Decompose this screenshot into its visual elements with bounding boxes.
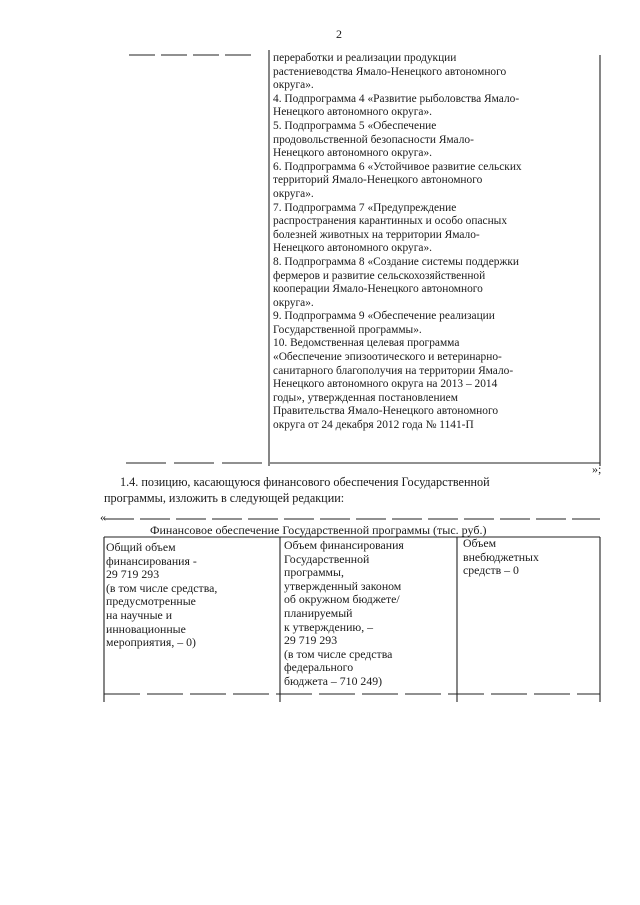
- list-line: 5. Подпрограмма 5 «Обеспечение: [273, 119, 437, 132]
- list-line: округа».: [273, 187, 314, 200]
- cell-line: Объем финансирования: [284, 538, 404, 552]
- list-line: болезней животных на территории Ямало-: [273, 228, 480, 241]
- total-funding-cell: [106, 541, 217, 650]
- cell-line: предусмотренные: [106, 594, 196, 609]
- list-line: годы», утвержденная постановлением: [273, 391, 458, 404]
- cell-line: 29 719 293: [106, 567, 160, 582]
- list-line: Правительства Ямало-Ненецкого автономного: [273, 405, 499, 418]
- cell-line: 29 719 293: [284, 633, 338, 648]
- extrabudgetary-funding-cell: [463, 537, 539, 578]
- list-line: распространения карантинных и особо опасных: [273, 215, 508, 228]
- list-line: 9. Подпрограмма 9 «Обеспечение реализации: [273, 310, 495, 323]
- list-line: 8. Подпрограмма 8 «Создание системы поддержки: [273, 255, 519, 268]
- list-line: продовольственной безопасности Ямало-: [273, 133, 474, 146]
- list-line: 10. Ведомственная целевая программа: [273, 337, 460, 350]
- list-line: Ненецкого автономного округа на 2013 – 2014: [273, 378, 498, 391]
- list-line: Ненецкого автономного округа».: [273, 147, 433, 160]
- closing-quote: »;: [592, 462, 602, 476]
- list-line: кооперации Ямало-Ненецкого автономного: [273, 283, 483, 296]
- paragraph-line: 1.4. позицию, касающуюся финансового обеспечения Государственной: [120, 475, 490, 489]
- list-line: территорий Ямало-Ненецкого автономного: [273, 174, 483, 187]
- list-line: переработки и реализации продукции: [273, 52, 457, 64]
- list-line: растениеводства Ямало-Ненецкого автономного: [273, 65, 507, 78]
- cell-line: инновационные: [106, 621, 186, 636]
- cell-line: бюджета – 710 249): [284, 673, 383, 688]
- amendment-paragraph: [104, 474, 604, 506]
- subprograms-list: [273, 52, 601, 433]
- cell-line: (в том числе средства: [284, 646, 393, 661]
- cell-line: к утверждению, –: [284, 619, 373, 634]
- list-line: фермеров и развитие сельскохозяйственной: [273, 269, 486, 282]
- list-line: 6. Подпрограмма 6 «Устойчивое развитие сельских: [273, 160, 522, 173]
- program-funding-cell: [284, 539, 404, 689]
- list-line: округа от 24 декабря 2012 года № 1141-П: [273, 419, 474, 432]
- cell-line: средств – 0: [463, 563, 519, 578]
- list-line: Ненецкого автономного округа».: [273, 242, 433, 255]
- cell-line: на научные и: [106, 607, 173, 622]
- cell-line: Государственной: [284, 551, 370, 566]
- cell-line: планируемый: [284, 605, 353, 620]
- list-line: Государственной программы».: [273, 323, 422, 336]
- cell-line: федерального: [284, 660, 354, 675]
- cell-line: мероприятия, – 0): [106, 635, 196, 650]
- list-line: 4. Подпрограмма 4 «Развитие рыболовства Ямало-: [273, 92, 520, 105]
- opening-quote: «: [100, 510, 106, 524]
- cell-line: об окружном бюджете/: [284, 592, 400, 607]
- cell-line: утвержденный законом: [284, 578, 402, 593]
- list-line: 7. Подпрограмма 7 «Предупреждение: [273, 201, 457, 214]
- cell-line: Общий объем: [106, 540, 176, 554]
- cell-line: программы,: [284, 565, 344, 580]
- cell-line: внебюджетных: [463, 549, 539, 564]
- cell-line: финансирования -: [106, 553, 197, 568]
- list-line: Ненецкого автономного округа».: [273, 106, 433, 119]
- list-line: округа».: [273, 79, 314, 92]
- cell-line: (в том числе средства,: [106, 580, 218, 595]
- list-line: округа».: [273, 296, 314, 309]
- page-number: 2: [336, 27, 342, 41]
- table-title: Финансовое обеспечение Государственной программы (тыс. руб.): [150, 523, 487, 537]
- cell-line: Объем: [463, 536, 497, 550]
- list-line: санитарного благополучия на территории Ямало-: [273, 364, 514, 377]
- list-line: «Обеспечение эпизоотического и ветеринарно-: [273, 351, 502, 364]
- paragraph-line: программы, изложить в следующей редакции:: [104, 491, 345, 505]
